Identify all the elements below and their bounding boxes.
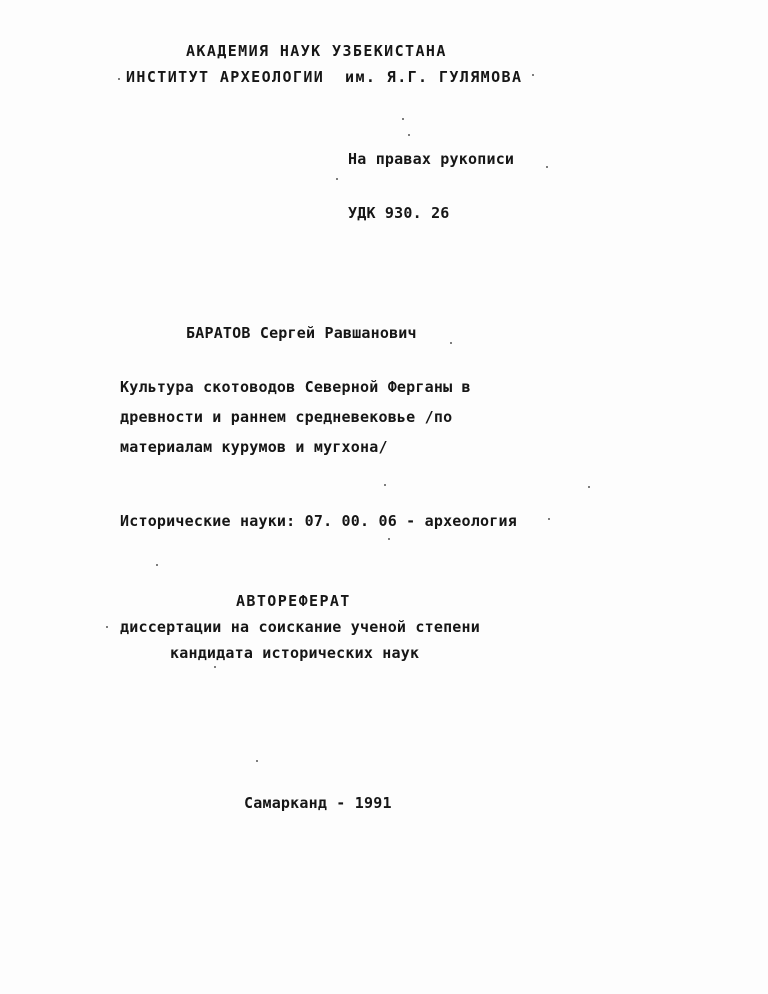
scan-speck	[450, 342, 452, 344]
scan-speck	[402, 118, 404, 120]
abstract-line-2: кандидата исторических наук	[170, 644, 420, 662]
scan-speck	[408, 134, 410, 136]
title-line-2: древности и раннем средневековье /по	[120, 408, 453, 426]
scan-speck	[532, 74, 534, 76]
scan-speck	[256, 760, 258, 762]
scan-speck	[588, 486, 590, 488]
scan-speck	[336, 178, 338, 180]
scan-speck	[384, 484, 386, 486]
academy-heading: АКАДЕМИЯ НАУК УЗБЕКИСТАНА	[186, 42, 447, 60]
author-name: БАРАТОВ Сергей Равшанович	[186, 324, 417, 342]
abstract-line-1: диссертации на соискание ученой степени	[120, 618, 480, 636]
city-year-footer: Самарканд - 1991	[244, 794, 392, 812]
title-line-3: материалам курумов и мугхона/	[120, 438, 388, 456]
udk-code: УДК 930. 26	[348, 204, 450, 222]
scan-speck	[106, 626, 108, 628]
scan-speck	[156, 564, 158, 566]
abstract-heading: АВТОРЕФЕРАТ	[236, 592, 351, 610]
scan-speck	[214, 666, 216, 668]
title-line-1: Культура скотоводов Северной Ферганы в	[120, 378, 471, 396]
scan-speck	[118, 78, 120, 80]
specialty-line: Исторические науки: 07. 00. 06 - археология	[120, 512, 517, 530]
scan-speck	[546, 166, 548, 168]
institute-heading: ИНСТИТУТ АРХЕОЛОГИИ им. Я.Г. ГУЛЯМОВА	[126, 68, 523, 86]
scan-speck	[388, 538, 390, 540]
manuscript-note: На правах рукописи	[348, 150, 515, 168]
scan-speck	[548, 518, 550, 520]
